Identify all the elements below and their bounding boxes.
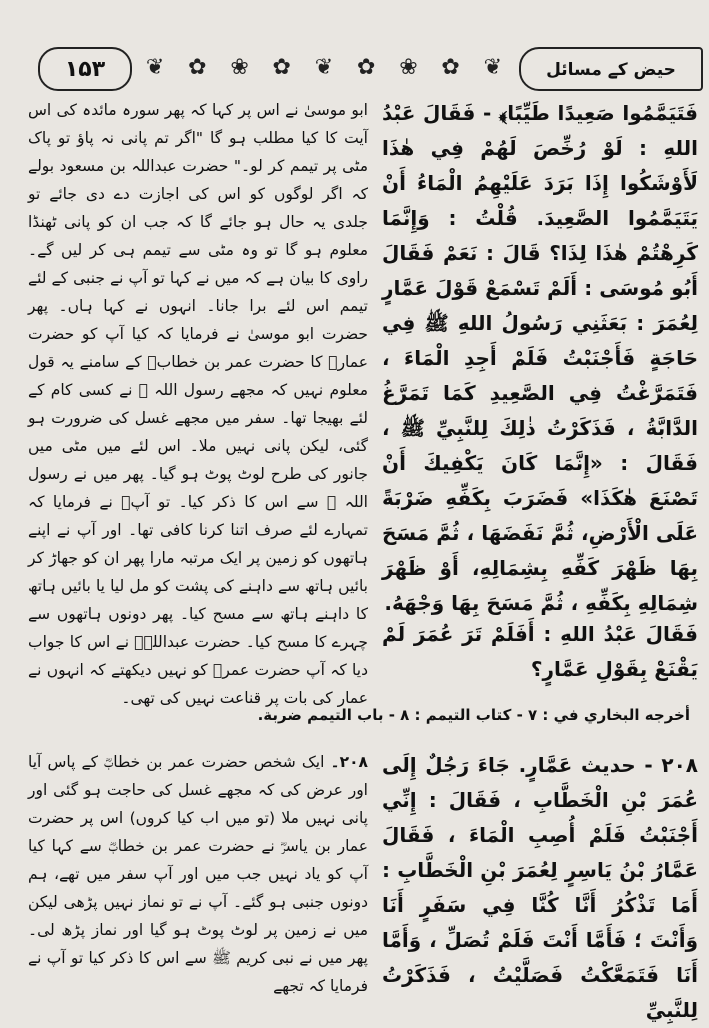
urdu-paragraph: ابو موسیٰ نے اس پر کہا کہ پھر سورہ مائدہ کی اس آیت کا کیا مطلب ہو گا "اگر تم پانی نہ پاؤ تو پاک مٹی پر تیمم کر لو۔" حضرت عبداللہ بن مسعود بولے کہ اگر لوگوں کو اس کی اجازت دے دی جائے تو جلدی یہ حال ہو جائے گا کہ جب ان کو پانی ٹھنڈا معلوم ہو گا تو وہ مٹی سے تیمم ہی کر لیں گے۔ راوی کا بیان ہے کہ میں نے کہا تو آپ نے جنبی کے لئے تیمم اس لئے برا جانا۔ انہوں نے کہا ہاں۔ پھر حضرت ابو موسیٰ نے فرمایا کہ کیا آپ کو حضرت عمارؓ کا حضرت عمر بن خطابؓ کے سامنے یہ قول معلوم نہیں کہ مجھے رسول اللہ ﷺ نے کسی کام کے لئے بھیجا تھا۔ سفر میں مجھے غسل کی ضرورت ہو گئی، لیکن پانی نہیں ملا۔ اس لئے میں مٹی میں جانور کی طرح لوٹ پوٹ ہو گیا۔ پھر میں نے رسول اللہ ﷺ سے اس کا ذکر کیا۔ تو آپؐ نے فرمایا کہ تمہارے لئے صرف اتنا کرنا کافی تھا۔ اور آپ نے اپنے ہاتھوں کو زمین پر ایک مرتبہ مارا پھر ان کو جھاڑ کر بائیں ہاتھ سے داہنے کی پشت کو مل لیا یا بائیں ہاتھ کا داہنے ہاتھ سے مسح کیا۔ پھر دونوں ہاتھوں سے چہرے کا مسح کیا۔ حضرت عبداللہؓ نے اس کا جواب دیا کہ آپ حضرت عمرؓ کو نہیں دیکھتے کہ انہوں نے عمار کی بات پر قناعت نہیں کی تھی۔: [28, 101, 368, 707]
page-header: [30, 42, 705, 92]
arabic-paragraph: فَتَيَمَّمُوا صَعِيدًا طَيِّبًا﴾ - فَقَالَ عَبْدُ اللهِ : لَوْ رُخِّصَ لَهُمْ فِي هٰذَا لَأَوْشَكُوا إِذَا بَرَدَ عَلَيْهِمُ الْمَاءُ أَنْ يَتَيَمَّمُوا الصَّعِيدَ. قُلْتُ : وَإِنَّمَا كَرِهْتُمْ هٰذَا لِذَا؟ قَالَ : نَعَمْ فَقَالَ أَبُو مُوسَى : أَلَمْ تَسْمَعْ قَوْلَ عَمَّارٍ لِعُمَرَ : بَعَثَنِي رَسُولُ اللهِ ﷺ فِي حَاجَةٍ فَأَجْنَبْتُ فَلَمْ أَجِدِ الْمَاءَ ، فَتَمَرَّغْتُ فِي الصَّعِيدِ كَمَا تَمَرَّغُ الدَّابَّةُ ، فَذَكَرْتُ ذٰلِكَ لِلنَّبِيِّ ﷺ ، فَقَالَ : «إِنَّمَا كَانَ يَكْفِيكَ أَنْ تَصْنَعَ هٰكَذَا» فَضَرَبَ بِكَفِّهِ ضَرْبَةً عَلَى الْأَرْضِ، ثُمَّ نَفَضَهَا ، ثُمَّ مَسَحَ بِهَا ظَهْرَ كَفِّهِ بِشِمَالِهِ، أَوْ ظَهْرَ شِمَالِهِ بِكَفِّهِ ، ثُمَّ مَسَحَ بِهَا وَجْهَهُ.: [382, 101, 698, 615]
hadith-number: ٢٠٨: [661, 753, 698, 777]
chapter-title: حیض کے مسائل: [519, 47, 703, 91]
hadith-arabic-text: جَاءَ رَجُلٌ إِلَى عُمَرَ بْنِ الْخَطَّابِ ، فَقَالَ : إِنِّي أَجْنَبْتُ فَلَمْ أُصِبِ الْمَاءَ ، فَقَالَ عَمَّارُ بْنُ يَاسِرٍ لِعُمَرَ بْنِ الْخَطَّابِ : أَمَا تَذْكُرُ أَنَّا كُنَّا فِي سَفَرٍ أَنَا وَأَنْتَ ؛ فَأَمَّا أَنْتَ فَلَمْ تُصَلِّ ، وَأَمَّا أَنَا فَتَمَعَّكْتُ فَصَلَّيْتُ ، فَذَكَرْتُ لِلنَّبِيِّ: [382, 753, 698, 1022]
header-ornament: ❦ ✿ ❀ ✿ ❦ ✿ ❀ ✿ ❦: [145, 54, 503, 80]
hadith-heading: حديث عَمَّارٍ.: [518, 753, 636, 777]
arabic-question-text: فَقَالَ عَبْدُ اللهِ : أَفَلَمْ تَرَ عُمَرَ لَمْ يَقْنَعْ بِقَوْلِ عَمَّارٍ؟: [382, 622, 698, 681]
source-reference: أخرجه البخاري في : ٧ - كتاب التيمم : ٨ - باب التيمم ضربة.: [257, 706, 690, 724]
urdu-translation-top: [28, 96, 368, 712]
hadith-urdu-text: ایک شخص حضرت عمر بن خطابؓ کے پاس آیا اور عرض کی کہ مجھے غسل کی حاجت ہو گئی اور پانی نہیں ملا (تو میں اب کیا کروں) اس پر حضرت عمار بن یاسرؓ نے حضرت عمر بن خطابؓ سے کہا کیا آپ کو یاد نہیں جب میں اور آپ سفر میں تھے، ہم دونوں جنبی ہو گئے۔ آپ نے تو نماز نہیں پڑھی لیکن میں نے زمین پر لوٹ پوٹ ہو گیا اور نماز پڑھ لی۔ پھر میں نے نبی کریم ﷺ سے اس کا ذکر کیا تو آپ نے فرمایا کہ تجھے: [28, 753, 368, 995]
hadith-number-urdu: ۲۰۸۔: [330, 753, 368, 771]
page-number: ۱۵۳: [38, 47, 132, 91]
hadith-208-urdu: [28, 748, 368, 1000]
arabic-question: [382, 617, 698, 687]
hadith-208-arabic: ٢٠٨ - حديث عَمَّارٍ. جَاءَ رَجُلٌ إِلَى عُمَرَ بْنِ الْخَطَّابِ ، فَقَالَ : إِنِّي أَجْنَبْتُ فَلَمْ أُصِبِ الْمَاءَ ، فَقَالَ عَمَّارُ بْنُ يَاسِرٍ لِعُمَرَ بْنِ الْخَطَّابِ : أَمَا تَذْكُرُ أَنَّا كُنَّا فِي سَفَرٍ أَنَا وَأَنْتَ ؛ فَأَمَّا أَنْتَ فَلَمْ تُصَلِّ ، وَأَمَّا أَنَا فَتَمَعَّكْتُ فَصَلَّيْتُ ، فَذَكَرْتُ لِلنَّبِيِّ: [382, 753, 698, 1022]
arabic-text-top: [382, 96, 698, 621]
